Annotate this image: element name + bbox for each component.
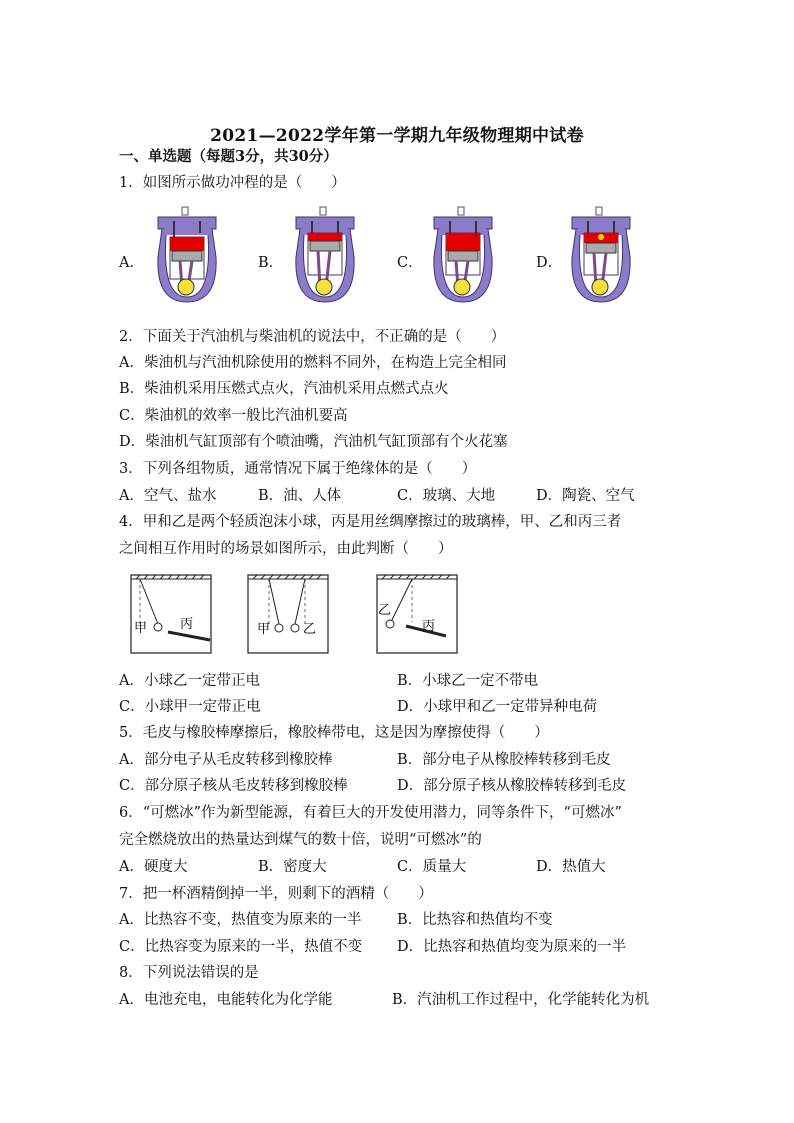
- q5-option-c: C．部分原子核从毛皮转移到橡胶棒: [119, 778, 348, 794]
- q7-option-a: A．比热容不变，热值变为原来的一半: [119, 912, 362, 928]
- q6-stem-line2: 完全燃烧放出的热量达到煤气的数十倍，说明“可燃冰”的: [119, 832, 482, 848]
- q6-option-b: B．密度大: [258, 859, 327, 875]
- q5-option-b: B．部分电子从橡胶棒转移到毛皮: [397, 752, 611, 768]
- q4-fig3-bing-label: 丙: [422, 619, 436, 634]
- q3-option-b: B．油、人体: [258, 488, 342, 504]
- q4-option-d: D．小球甲和乙一定带异种电荷: [397, 699, 598, 715]
- engine-a-icon: [152, 207, 222, 307]
- q4-figure-1: [130, 574, 212, 654]
- q3-stem: 3．下列各组物质，通常情况下属于绝缘体的是（ ）: [119, 461, 477, 477]
- q8-option-a: A．电池充电，电能转化为化学能: [119, 992, 333, 1008]
- q6-option-c: C．质量大: [397, 859, 467, 875]
- q2-option-d: D．柴油机气缸顶部有个喷油嘴，汽油机气缸顶部有个火花塞: [119, 434, 508, 450]
- q3-option-c: C．玻璃、大地: [397, 488, 496, 504]
- q2-option-a: A．柴油机与汽油机除使用的燃料不同外，在构造上完全相同: [119, 355, 507, 371]
- q7-option-c: C．比热容变为原来的一半，热值不变: [119, 939, 363, 955]
- q4-option-b: B．小球乙一定不带电: [397, 673, 539, 689]
- q4-fig3-yi-label: 乙: [378, 603, 392, 618]
- q6-option-d: D．热值大: [536, 859, 606, 875]
- q8-option-b: B．汽油机工作过程中，化学能转化为机: [392, 992, 650, 1008]
- q4-figure-3: [376, 574, 458, 654]
- q5-option-a: A．部分电子从毛皮转移到橡胶棒: [119, 752, 333, 768]
- engine-c-icon: [428, 207, 498, 307]
- q7-stem: 7．把一杯酒精倒掉一半，则剩下的酒精（ ）: [119, 886, 433, 902]
- q1-stem: 1．如图所示做功冲程的是（ ）: [119, 175, 346, 191]
- q1-label-b: B．: [258, 255, 284, 271]
- q4-option-a: A．小球乙一定带正电: [119, 673, 260, 689]
- q4-stem-line1: 4．甲和乙是两个轻质泡沫小球，丙是用丝绸摩擦过的玻璃棒，甲、乙和丙三者: [119, 514, 622, 530]
- q3-option-a: A．空气、盐水: [119, 488, 217, 504]
- q4-fig1-bing-label: 丙: [180, 617, 194, 632]
- engine-d-icon: [566, 207, 636, 307]
- q1-label-c: C．: [397, 255, 423, 271]
- q7-option-b: B．比热容和热值均不变: [397, 912, 553, 928]
- exam-title: 2021—2022学年第一学期九年级物理期中试卷: [210, 126, 584, 146]
- q5-option-d: D．部分原子核从橡胶棒转移到毛皮: [397, 778, 627, 794]
- q1-label-d: D．: [536, 255, 563, 271]
- q2-stem: 2．下面关于汽油机与柴油机的说法中，不正确的是（ ）: [119, 329, 506, 345]
- q6-stem-line1: 6．“可燃冰”作为新型能源，有着巨大的开发使用潜力，同等条件下，“可燃冰”: [119, 805, 622, 821]
- q2-option-b: B．柴油机采用压燃式点火，汽油机采用点燃式点火: [119, 381, 449, 397]
- q4-figure-2: [247, 574, 329, 654]
- q3-option-d: D．陶瓷、空气: [536, 488, 635, 504]
- q4-fig2-yi-label: 乙: [303, 622, 317, 637]
- q6-option-a: A．硬度大: [119, 859, 188, 875]
- q7-option-d: D．比热容和热值均变为原来的一半: [397, 939, 627, 955]
- q2-option-c: C．柴油机的效率一般比汽油机要高: [119, 408, 348, 424]
- q4-fig1-jia-label: 甲: [134, 621, 148, 636]
- q4-option-c: C．小球甲一定带正电: [119, 699, 261, 715]
- q4-stem-line2: 之间相互作用时的场景如图所示，由此判断（ ）: [119, 541, 453, 557]
- q8-stem: 8．下列说法错误的是: [119, 965, 259, 981]
- q1-label-a: A．: [119, 255, 144, 271]
- q5-stem: 5．毛皮与橡胶棒摩擦后，橡胶棒带电，这是因为摩擦使得（ ）: [119, 725, 549, 741]
- engine-b-icon: [290, 207, 360, 307]
- q4-fig2-jia-label: 甲: [257, 622, 271, 637]
- section-heading: 一、单选题（每题3分，共30分）: [119, 148, 338, 165]
